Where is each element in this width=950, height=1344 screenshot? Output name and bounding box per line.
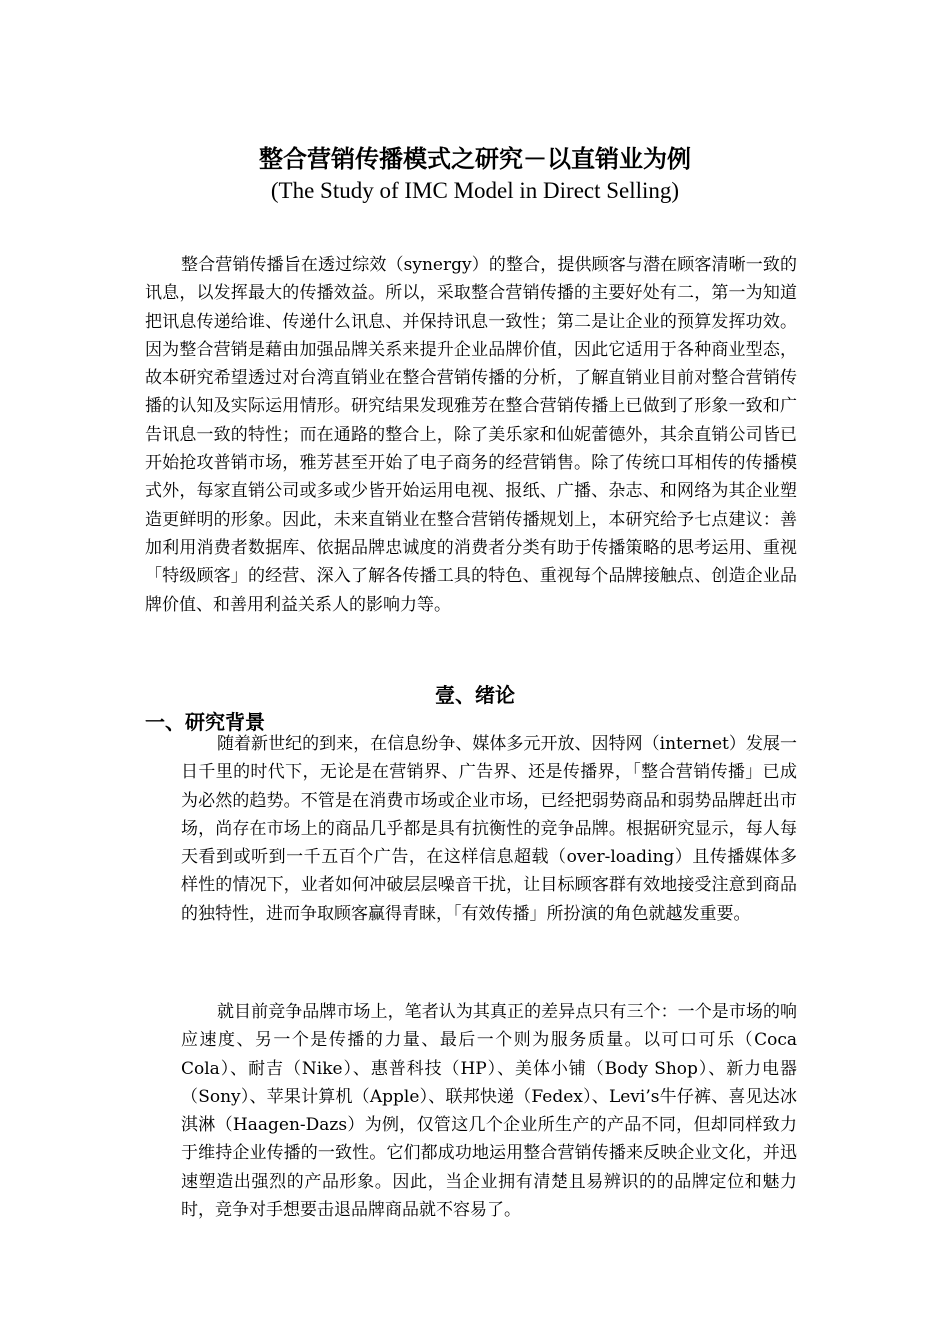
document-title-chinese: 整合营销传播模式之研究－以直销业为例 (259, 144, 691, 173)
document-title-english: (The Study of IMC Model in Direct Selling) (270, 178, 680, 203)
body-paragraph-1: 随着新世纪的到来，在信息纷争、媒体多元开放、因特网（internet）发展一日千里的时代下，无论是在营销界、广告界、还是传播界，「整合营销传播」已成为必然的趋势。不管是在消费市场或企业市场，已经把弱势商品和弱势品牌赶出市场，尚存在市场上的商品几乎都是具有抗衡性的竞争品牌。根据研究显示，每人每天看到或听到一千五百个广告，在这样信息超载（over-loading）且传播媒体多样性的情况下，业者如何冲破层层噪音干扰，让目标顾客群有效地接受注意到商品的独特性，进而争取顾客赢得青睐，「有效传播」所扮演的角色就越发重要。 (181, 734, 797, 924)
body-paragraph-2: 就目前竞争品牌市场上，笔者认为其真正的差异点只有三个：一个是市场的响应速度、另一个是传播的力量、最后一个则为服务质量。以可口可乐（Coca Cola）、耐吉（Nike）、惠普科技（HP）、美体小铺（Body Shop）、新力电器（Sony）、苹果计算机（Apple）、联邦快递（Fedex）、Levi’s牛仔裤、喜见达冰淇淋（Haagen-Dazs）为例，仅管这几个企业所生产的产品不同，但却同样致力于维持企业传播的一致性。它们都成功地运用整合营销传播来反映企业文化，并迅速塑造出强烈的产品形象。因此，当企业拥有清楚且易辨识的的品牌定位和魅力时，竞争对手想要击退品牌商品就不容易了。 (181, 1002, 797, 1221)
abstract-paragraph: 整合营销传播旨在透过综效（synergy）的整合，提供顾客与潜在顾客清晰一致的讯息，以发挥最大的传播效益。所以，采取整合营销传播的主要好处有二，第一为知道把讯息传递给谁、传递什么讯息、并保持讯息一致性；第二是让企业的预算发挥功效。因为整合营销是藉由加强品牌关系来提升企业品牌价值，因此它适用于各种商业型态，故本研究希望透过对台湾直销业在整合营销传播的分析，了解直销业目前对整合营销传播的认知及实际运用情形。研究结果发现雅芳在整合营销传播上已做到了形象一致和广告讯息一致的特性；而在通路的整合上，除了美乐家和仙妮蕾德外，其余直销公司皆已开始抢攻普销市场，雅芳甚至开始了电子商务的经营销售。除了传统口耳相传的传播模式外，每家直销公司或多或少皆开始运用电视、报纸、广播、杂志、和网络为其企业塑造更鲜明的形象。因此，未来直销业在整合营销传播规划上，本研究给予七点建议：善加利用消费者数据库、依据品牌忠诚度的消费者分类有助于传播策略的思考运用、重视「特级顾客」的经营、深入了解各传播工具的特色、重视每个品牌接触点、创造企业品牌价值、和善用利益关系人的影响力等。 (145, 255, 797, 615)
section-heading: 壹、绪论 (435, 683, 515, 707)
title-block (0, 142, 950, 206)
subsection-heading: 一、研究背景 (145, 710, 265, 734)
